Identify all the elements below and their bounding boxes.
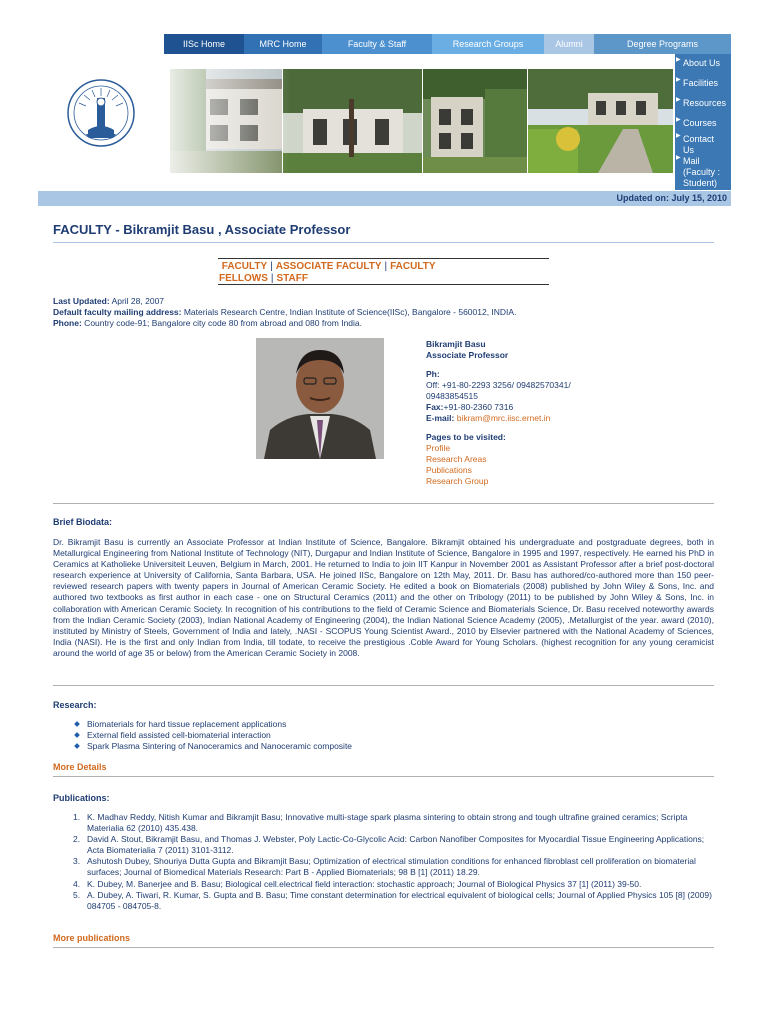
link-research-areas[interactable]: Research Areas bbox=[426, 454, 487, 464]
nav-tab-faculty-staff[interactable]: Faculty & Staff bbox=[322, 34, 432, 54]
publication-item: 1. K. Madhav Reddy, Nitish Kumar and Bikramjit Basu; Innovative multi-stage spark plasma sintering to obtain strong and tough ultrafine grained ceramics; Scripta Materialia 62 (2010) 435.438. bbox=[73, 812, 688, 834]
updated-date: Updated on: July 15, 2010 bbox=[616, 193, 727, 203]
updated-bar bbox=[38, 191, 731, 206]
publications-list bbox=[53, 812, 714, 912]
divider bbox=[53, 685, 714, 686]
arrow-icon: ▶ bbox=[676, 133, 681, 139]
link-staff[interactable]: STAFF bbox=[276, 273, 308, 284]
more-details-link[interactable]: More Details bbox=[53, 762, 107, 772]
arrow-icon: ▶ bbox=[676, 77, 681, 83]
faculty-designation: Associate Professor bbox=[426, 350, 509, 360]
nav-tab-iisc-home[interactable]: IISc Home bbox=[164, 34, 244, 54]
publication-item: 4. K. Dubey, M. Banerjee and B. Basu; Biological cell.electrical field interaction: stochastic approach; Journal of Biological Physics 37 [1] (2011) 39-50. bbox=[73, 878, 642, 889]
separator: | bbox=[270, 273, 274, 284]
pages-label: Pages to be visited: bbox=[426, 432, 506, 442]
more-publications-link[interactable]: More publications bbox=[53, 933, 131, 943]
link-profile[interactable]: Profile bbox=[426, 443, 451, 453]
contact-block bbox=[426, 339, 626, 487]
publication-item: 3. Ashutosh Dubey, Shouriya Dutta Gupta and Bikramjit Basu; Optimization of electrical stimulation conditions for enhanced fibroblast cell proliferation on biomaterial surfaces; Journal of Biomedical Materials Research: Part B - Applied Biomaterials; 98 B [1] (2011) 18.29. bbox=[73, 856, 696, 878]
side-menu: ▶ About Us ▶ Facilities ▶ Resources ▶ Courses ▶ Contact Us ▶ Mail (Faculty : Student) bbox=[675, 54, 731, 190]
nav-tab-research-groups[interactable]: Research Groups bbox=[432, 34, 544, 54]
office-phone: Off: +91-80-2293 3256/ 09482570341/ bbox=[426, 380, 571, 390]
biodata-heading: Brief Biodata: bbox=[53, 517, 113, 527]
divider bbox=[53, 947, 714, 948]
divider bbox=[53, 503, 714, 504]
nav-tab-degree-programs[interactable]: Degree Programs bbox=[594, 34, 731, 54]
faculty-portrait bbox=[256, 338, 384, 459]
publication-item: 2. David A. Stout, Bikramjit Basu, and Thomas J. Webster, Poly Lactic-Co-Glycolic Acid: Carbon Nanofiber Composites for Myocardial Tissue Engineering Applications; Acta Biomaterialia 7 (2011) 3101-3112. bbox=[73, 834, 705, 856]
publications-heading: Publications: bbox=[53, 793, 110, 803]
arrow-icon: ▶ bbox=[676, 117, 681, 123]
biodata-text: Dr. Bikramjit Basu is currently an Associate Professor at Indian Institute of Science, Bangalore. Bikramjit obtained his undergraduate and postgraduate degrees, both in Metallurgical Engineering from National Institute of Technology (NIT), Durgapur and Indian Institute of Science, Bangalore in 1995 and 1997, respectively. He earned his PhD in Ceramics at Katholieke Universiteit Leuven, Belgium in March, 2001. He returned to India to join IIT Kanpur in November 2001 as Assistant Professor after a brief post-doctoral research experience at University of California, Santa Barbara, USA. He joined IISc, Bangalore on 12th May, 2011. Dr. Basu has authored/co-authored more than 150 peer-reviewed research papers with twenty papers in Journal of American Ceramic Society. He edited a book on Biomaterials (2008) published by John Wiley & Sons, Inc. and authored two textbooks as first author in each case - one on Structural Ceramics (2011) and the other on Tribology (2011) to be published by John Wiley & Sons, Inc. in collaboration with American Ceramic Society. In recognition of his contributions to the field of Ceramic Science and Biomaterials Science, Dr. Basu received noteworthy awards from the Indian Ceramic Society (2003), Indian National Academy of Engineering (2004), the Indian National Science Academy (2005), .Metallurgist of the year. award (2010), instituted by Ministry of Steels, Government of India and lately, .NASI - SCOPUS Young Scientist Award., 2010 by Elsevier partnered with the National Academy of Sciences, India (NASI). He is the first and only Indian from India, till todate, to receive the prestigious .Coble Award for Young Scholars. (highest recognition for any young ceramicist around the world of age 35 or below) from the American Ceramic Society in 2008. bbox=[53, 537, 714, 658]
page-title: FACULTY - Bikramjit Basu , Associate Professor bbox=[53, 222, 351, 237]
faculty-links-rule-top bbox=[218, 258, 549, 259]
iisc-logo[interactable] bbox=[64, 78, 138, 148]
nav-tab-alumni[interactable]: Alumni bbox=[544, 34, 594, 54]
separator: | bbox=[384, 261, 388, 272]
link-faculty[interactable]: FACULTY bbox=[221, 261, 268, 272]
divider bbox=[53, 776, 714, 777]
separator: | bbox=[270, 261, 273, 272]
research-item: External field assisted cell-biomaterial interaction bbox=[53, 730, 714, 741]
last-updated: Last Updated: April 28, 2007 bbox=[53, 296, 165, 306]
arrow-icon: ▶ bbox=[676, 57, 681, 63]
campus-photo-2 bbox=[283, 69, 422, 173]
research-list bbox=[53, 719, 714, 752]
arrow-icon: ▶ bbox=[676, 155, 681, 161]
top-navigation bbox=[164, 34, 731, 54]
nav-tab-mrc-home[interactable]: MRC Home bbox=[244, 34, 322, 54]
faculty-links-rule-bottom bbox=[218, 284, 549, 285]
link-faculty-fellows[interactable]: FACULTY FELLOWS bbox=[219, 261, 436, 284]
phone-label: Ph: bbox=[426, 369, 440, 379]
publication-item: 5. A. Dubey, A. Tiwari, R. Kumar, S. Gupta and B. Basu; Time constant determination for electrical equivalent of biological cells; Journal of Applied Physics 105 [8] (2009) 084705 - 084705-8. bbox=[73, 889, 712, 911]
email: E-mail: bikram@mrc.iisc.ernet.in bbox=[426, 413, 551, 423]
faculty-links bbox=[219, 261, 479, 285]
title-divider bbox=[53, 242, 714, 243]
arrow-icon: ▶ bbox=[676, 97, 681, 103]
phone-info: Phone: Country code-91; Bangalore city code 80 from abroad and 080 from India. bbox=[53, 318, 363, 328]
research-item: Biomaterials for hard tissue replacement applications bbox=[53, 719, 714, 730]
office-phone-2: 09483854515 bbox=[426, 391, 479, 401]
link-research-group[interactable]: Research Group bbox=[426, 476, 489, 486]
link-associate-faculty[interactable]: ASSOCIATE FACULTY bbox=[275, 261, 382, 272]
campus-photo-4 bbox=[528, 69, 673, 173]
research-item: Spark Plasma Sintering of Nanoceramics and Nanoceramic composite bbox=[53, 741, 714, 752]
email-link[interactable]: bikram@mrc.iisc.ernet.in bbox=[454, 413, 551, 423]
campus-photo-3 bbox=[423, 69, 527, 173]
link-publications[interactable]: Publications bbox=[426, 465, 472, 475]
banner-fade bbox=[150, 69, 290, 173]
fax: Fax:+91-80-2360 7316 bbox=[426, 402, 514, 412]
research-heading: Research: bbox=[53, 700, 97, 710]
faculty-name: Bikramjit Basu bbox=[426, 339, 486, 349]
mailing-address: Default faculty mailing address: Materials Research Centre, Indian Institute of Science(IISc), Bangalore - 560012, INDIA. bbox=[53, 307, 517, 317]
